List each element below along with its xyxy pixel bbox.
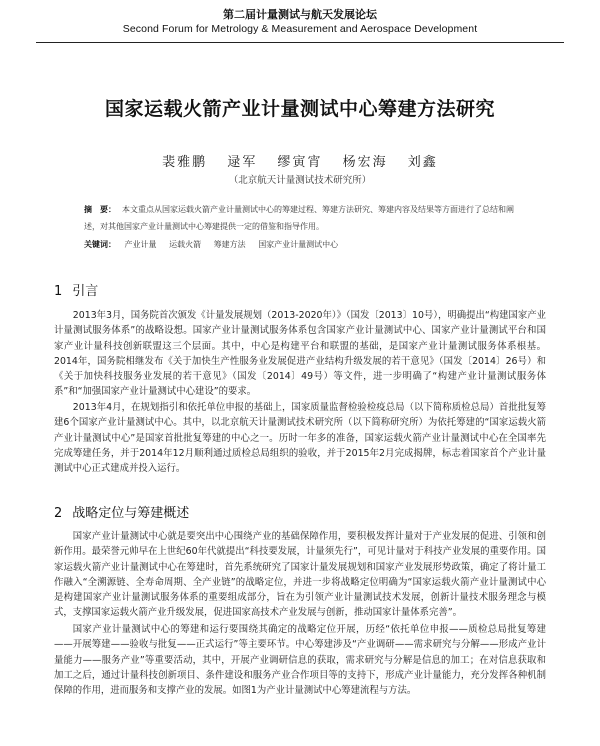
section-number: 1 xyxy=(54,284,63,299)
keyword: 运载火箭 xyxy=(169,240,202,249)
author: 缪寅宵 xyxy=(277,155,323,170)
section-number: 2 xyxy=(54,506,63,521)
keywords xyxy=(84,238,524,252)
conference-title-en: Second Forum for Metrology & Measurement and Aerospace Development xyxy=(122,23,478,35)
author-affiliation: （北京航天计量测试技术研究所） xyxy=(228,175,372,186)
author: 刘鑫 xyxy=(407,155,438,170)
author-list xyxy=(0,151,600,170)
body-paragraph: 2013年3月，国务院首次颁发《计量发展规划（2013-2020年）》（国发〔2013〕10号），明确提出“构建国家产业计量测试服务体系”的战略设想。国家产业计量测试服务体系包含国家产业计量测试中心、国家产业计量测试平台和国家产业计量科技创新联盟这三个层面。其中，中心是构建平台和联盟的基础，是国家产业计量测试服务体系根基。2014年，国务院相继发布《关于加快生产性服务业发展促进产业结构升级发展的若干意见》（国发〔2014〕26号）和《关于加快科技服务业发展的若干意见》（国发〔2014〕49号）等文件，进一步明确了“构建产业计量测试服务体系”和“加强国家产业计量测试中心建设”的要求。 xyxy=(54,310,546,398)
conference-header xyxy=(0,8,600,36)
keyword: 国家产业计量测试中心 xyxy=(258,240,339,249)
section-title: 战略定位与筹建概述 xyxy=(72,506,190,521)
paper-title: 国家运载火箭产业计量测试中心筹建方法研究 xyxy=(104,98,495,120)
abstract-label: 摘 要： xyxy=(84,205,116,214)
section-heading-introduction xyxy=(54,280,98,299)
body-paragraph: 2013年4月，在规划指引和依托单位申报的基础上，国家质量监督检验检疫总局（以下简称质检总局）首批批复筹建6个国家产业计量测试中心。其中，以北京航天计量测试技术研究所（以下简称研究所）为依托筹建的“国家运载火箭产业计量测试中心”是国家首批批复筹建的中心之一。历时一年多的准备，国家运载火箭产业计量测试中心在全国率先完成筹建任务，并于2014年12月顺利通过质检总局组织的验收，并于2015年2月完成揭牌，标志着国家首个产业计量测试中心正式建成并投入运行。 xyxy=(54,402,546,475)
keywords-label: 关键词： xyxy=(84,240,116,249)
conference-title-cn: 第二届计量测试与航天发展论坛 xyxy=(223,8,377,21)
body-paragraph: 国家产业计量测试中心的筹建和运行要围绕其确定的战略定位开展，历经“依托单位申报——质检总局批复筹建——开展筹建——验收与批复——正式运行”等主要环节。中心筹建涉及“产业调研——需求研究与分解——形成产业计量能力——服务产业”等重要活动，其中，开展产业调研信息的获取，需求研究与分解是信息的加工；在对信息获取和加工之后，通过计量科技创新项目、条件建设和服务产业合作项目等的支持下，形成产业计量能力，充分发挥各种机制保障的作用，进而服务和支撑产业的发展。如图1为产业计量测试中心筹建流程与方法。 xyxy=(54,624,546,697)
keyword: 筹建方法 xyxy=(213,240,246,249)
keyword: 产业计量 xyxy=(124,240,157,249)
author: 杨宏海 xyxy=(342,155,388,170)
section-heading-strategy xyxy=(54,502,189,521)
header-divider xyxy=(36,42,564,43)
section-title: 引言 xyxy=(72,284,99,299)
author: 裴雅鹏 xyxy=(162,155,208,170)
author: 逯军 xyxy=(227,155,258,170)
body-paragraph: 国家产业计量测试中心就是要突出中心围绕产业的基础保障作用，要积极发挥计量对于产业发展的促进、引领和创新作用。最荣誉元帅早在上世纪60年代就提出“科技要发展，计量须先行”，可见计量对于科技产业发展的重要作用。国家运载火箭产业计量测试中心在筹建时，首先系统研究了国家计量发展规划和国家产业发展形势政策，确定了将计量工作融入“全溯源链、全寿命周期、全产业链”的战略定位，并进一步将战略定位明确为“国家运载火箭产业计量测试中心是构建国家产业计量测试服务体系的重要组成部分，旨在为引领产业计量测试技术发展，创新计量技术服务理念与模式，支撑国家运载火箭产业升级发展，促进国家高技术产业发展与创新，推动国家计量体系完善”。 xyxy=(54,531,546,619)
abstract xyxy=(84,201,524,235)
abstract-text: 本文重点从国家运载火箭产业计量测试中心的筹建过程、筹建方法研究、筹建内容及结果等方面进行了总结和阐述，对其他国家产业计量测试中心筹建提供一定的借鉴和指导作用。 xyxy=(84,205,514,231)
